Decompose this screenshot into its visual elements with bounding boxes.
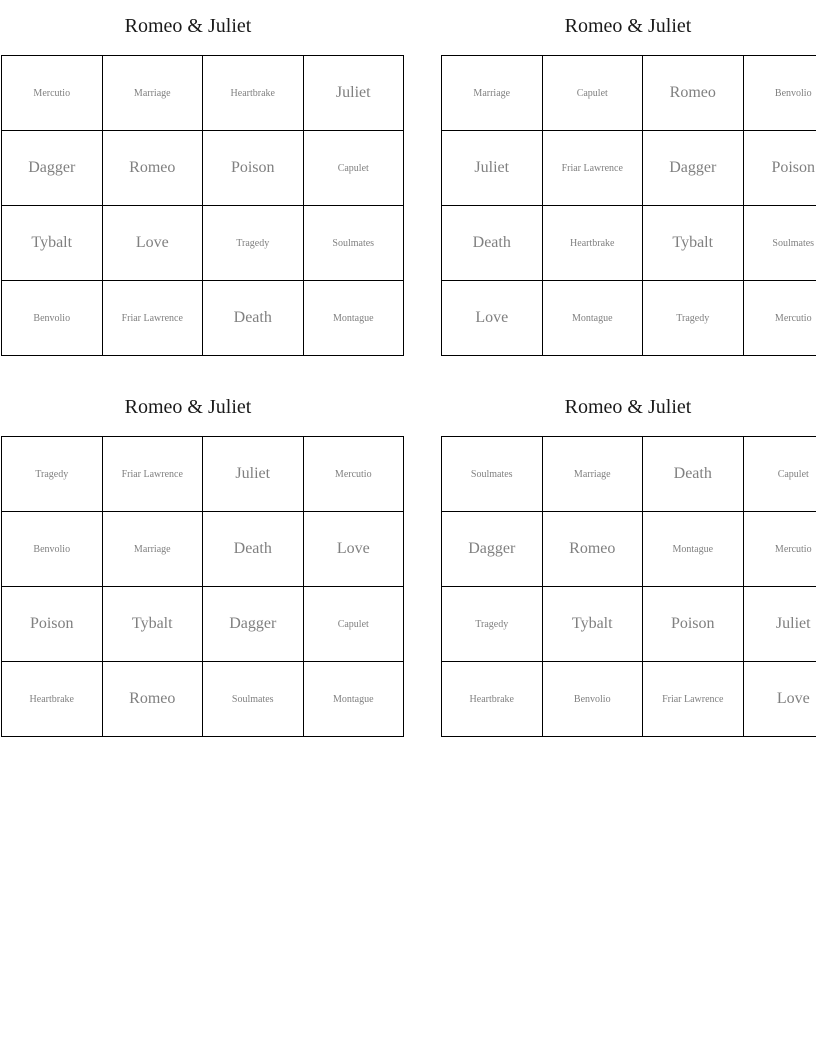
bingo-cell[interactable]: Poison — [2, 587, 103, 662]
bingo-cell[interactable]: Death — [442, 206, 543, 281]
bingo-row — [442, 587, 816, 662]
card-title: Romeo & Juliet — [124, 15, 252, 37]
bingo-cell[interactable]: Tragedy — [2, 437, 103, 512]
bingo-cell[interactable]: Montague — [303, 281, 404, 356]
bingo-cell[interactable]: Death — [643, 437, 744, 512]
bingo-row — [442, 131, 816, 206]
bingo-row — [442, 662, 816, 737]
bingo-cell[interactable]: Romeo — [102, 131, 203, 206]
bingo-cell[interactable]: Montague — [542, 281, 643, 356]
bingo-cell[interactable]: Soulmates — [743, 206, 816, 281]
bingo-cell[interactable]: Heartbrake — [442, 662, 543, 737]
bingo-cell[interactable]: Benvolio — [2, 281, 103, 356]
bingo-card — [441, 397, 816, 737]
bingo-cell[interactable]: Soulmates — [203, 662, 304, 737]
bingo-card — [441, 16, 816, 356]
bingo-cell[interactable]: Marriage — [442, 56, 543, 131]
bingo-cell[interactable]: Capulet — [542, 56, 643, 131]
bingo-row — [442, 56, 816, 131]
bingo-cell[interactable]: Heartbrake — [2, 662, 103, 737]
bingo-cell[interactable]: Benvolio — [2, 512, 103, 587]
bingo-cell[interactable]: Capulet — [743, 437, 816, 512]
bingo-row — [2, 512, 404, 587]
card-title: Romeo & Juliet — [564, 15, 692, 37]
bingo-row — [442, 281, 816, 356]
bingo-row — [2, 662, 404, 737]
bingo-cell[interactable]: Marriage — [102, 512, 203, 587]
bingo-cell[interactable]: Tragedy — [442, 587, 543, 662]
bingo-cell[interactable]: Marriage — [102, 56, 203, 131]
bingo-cell[interactable]: Death — [203, 512, 304, 587]
bingo-row — [2, 437, 404, 512]
bingo-cell[interactable]: Romeo — [643, 56, 744, 131]
bingo-cell[interactable]: Heartbrake — [203, 56, 304, 131]
bingo-cell[interactable]: Tybalt — [102, 587, 203, 662]
bingo-cell[interactable]: Tragedy — [203, 206, 304, 281]
bingo-cell[interactable]: Romeo — [542, 512, 643, 587]
bingo-row — [2, 587, 404, 662]
bingo-card — [1, 16, 404, 356]
card-title: Romeo & Juliet — [564, 396, 692, 418]
bingo-cell[interactable]: Heartbrake — [542, 206, 643, 281]
bingo-cell[interactable]: Love — [442, 281, 543, 356]
bingo-cell[interactable]: Mercutio — [743, 512, 816, 587]
bingo-grid — [441, 55, 816, 356]
bingo-grid — [441, 436, 816, 737]
bingo-cell[interactable]: Tybalt — [542, 587, 643, 662]
bingo-cell[interactable]: Capulet — [303, 587, 404, 662]
bingo-cell[interactable]: Poison — [643, 587, 744, 662]
bingo-row — [442, 512, 816, 587]
bingo-cell[interactable]: Soulmates — [303, 206, 404, 281]
bingo-cell[interactable]: Tragedy — [643, 281, 744, 356]
bingo-row — [2, 56, 404, 131]
bingo-grid — [1, 436, 404, 737]
bingo-cell[interactable]: Juliet — [203, 437, 304, 512]
bingo-cell[interactable]: Love — [303, 512, 404, 587]
bingo-cell[interactable]: Soulmates — [442, 437, 543, 512]
bingo-cell[interactable]: Poison — [743, 131, 816, 206]
bingo-cell[interactable]: Tybalt — [2, 206, 103, 281]
bingo-row — [2, 206, 404, 281]
bingo-cell[interactable]: Juliet — [303, 56, 404, 131]
bingo-cell[interactable]: Poison — [203, 131, 304, 206]
bingo-row — [442, 437, 816, 512]
bingo-cell[interactable]: Marriage — [542, 437, 643, 512]
bingo-cell[interactable]: Friar Lawrence — [542, 131, 643, 206]
bingo-card — [1, 397, 404, 737]
bingo-cell[interactable]: Benvolio — [542, 662, 643, 737]
bingo-cell[interactable]: Benvolio — [743, 56, 816, 131]
bingo-cell[interactable]: Friar Lawrence — [102, 437, 203, 512]
bingo-cell[interactable]: Mercutio — [2, 56, 103, 131]
bingo-row — [2, 131, 404, 206]
bingo-cell[interactable]: Death — [203, 281, 304, 356]
bingo-cell[interactable]: Montague — [643, 512, 744, 587]
bingo-cell[interactable]: Juliet — [442, 131, 543, 206]
bingo-cell[interactable]: Love — [102, 206, 203, 281]
bingo-cell[interactable]: Dagger — [203, 587, 304, 662]
bingo-cell[interactable]: Friar Lawrence — [643, 662, 744, 737]
bingo-cell[interactable]: Friar Lawrence — [102, 281, 203, 356]
bingo-cell[interactable]: Dagger — [442, 512, 543, 587]
card-title: Romeo & Juliet — [124, 396, 252, 418]
bingo-cell[interactable]: Mercutio — [303, 437, 404, 512]
bingo-cell[interactable]: Romeo — [102, 662, 203, 737]
bingo-cell[interactable]: Montague — [303, 662, 404, 737]
bingo-cell[interactable]: Dagger — [643, 131, 744, 206]
bingo-cell[interactable]: Love — [743, 662, 816, 737]
bingo-cell[interactable]: Dagger — [2, 131, 103, 206]
bingo-cell[interactable]: Tybalt — [643, 206, 744, 281]
bingo-row — [442, 206, 816, 281]
bingo-cell[interactable]: Juliet — [743, 587, 816, 662]
bingo-cell[interactable]: Capulet — [303, 131, 404, 206]
bingo-row — [2, 281, 404, 356]
bingo-cell[interactable]: Mercutio — [743, 281, 816, 356]
bingo-grid — [1, 55, 404, 356]
